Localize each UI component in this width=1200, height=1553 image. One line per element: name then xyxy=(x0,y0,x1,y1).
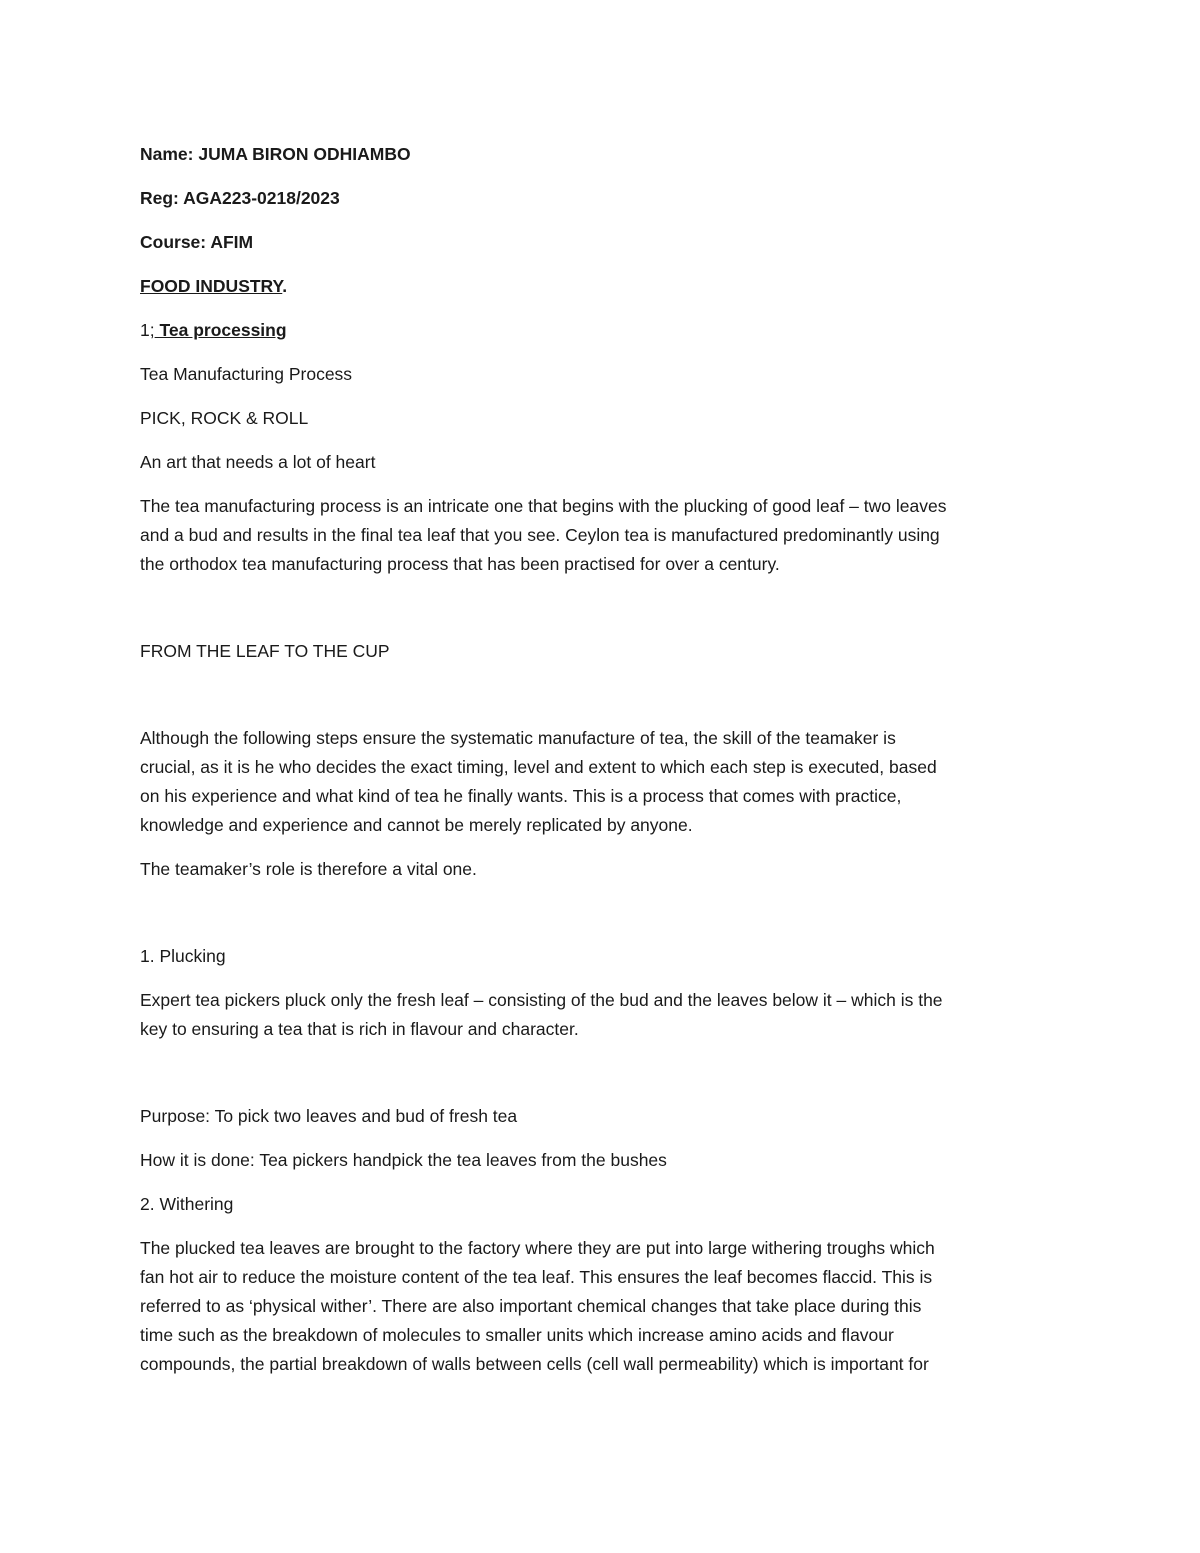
paragraph-line: and a bud and results in the final tea leaf that you see. Ceylon tea is manufactured predominantly using xyxy=(140,525,940,545)
paragraph-line: fan hot air to reduce the moisture content of the tea leaf. This ensures the leaf becomes flaccid. This is xyxy=(140,1267,933,1287)
section-title-suffix: . xyxy=(282,276,288,296)
paragraph-teamaker-skill xyxy=(140,724,1060,840)
paragraph-withering xyxy=(140,1234,1060,1379)
paragraph-line: time such as the breakdown of molecules to smaller units which increase amino acids and flavour xyxy=(140,1325,894,1345)
paragraph-line: crucial, as it is he who decides the exact timing, level and extent to which each step is executed, based xyxy=(140,757,937,777)
paragraph-plucking xyxy=(140,986,1060,1044)
reg-value: AGA223-0218/2023 xyxy=(183,188,340,208)
paragraph-leaf-to-cup: FROM THE LEAF TO THE CUP xyxy=(140,641,390,661)
course-label: Course: xyxy=(140,232,207,252)
subsection-title: Tea processing xyxy=(154,320,287,340)
paragraph-line: key to ensuring a tea that is rich in flavour and character. xyxy=(140,1019,579,1039)
paragraph-pick-rock-roll: PICK, ROCK & ROLL xyxy=(140,408,309,428)
paragraph-line: Expert tea pickers pluck only the fresh leaf – consisting of the bud and the leaves below it – which is the xyxy=(140,990,943,1010)
paragraph-line: the orthodox tea manufacturing process that has been practised for over a century. xyxy=(140,554,780,574)
paragraph-line: Although the following steps ensure the systematic manufacture of tea, the skill of the teamaker is xyxy=(140,728,896,748)
course-value: AFIM xyxy=(210,232,254,252)
paragraph-line: compounds, the partial breakdown of walls between cells (cell wall permeability) which is important for xyxy=(140,1354,929,1374)
paragraph-art: An art that needs a lot of heart xyxy=(140,452,376,472)
step-withering-title: 2. Withering xyxy=(140,1194,234,1214)
name-label: Name: xyxy=(140,144,194,164)
name-value: JUMA BIRON ODHIAMBO xyxy=(198,144,411,164)
paragraph-teamaker-role: The teamaker’s role is therefore a vital one. xyxy=(140,859,477,879)
section-heading xyxy=(140,272,1060,301)
paragraph-purpose: Purpose: To pick two leaves and bud of fresh tea xyxy=(140,1106,518,1126)
subsection-number: 1; xyxy=(140,320,155,340)
paragraph-line: referred to as ‘physical wither’. There are also important chemical changes that take place during this xyxy=(140,1296,922,1316)
paragraph-line: on his experience and what kind of tea he finally wants. This is a process that comes with practice, xyxy=(140,786,902,806)
subsection-heading xyxy=(140,316,1060,345)
section-title: FOOD INDUSTRY xyxy=(140,276,283,296)
paragraph-how-done: How it is done: Tea pickers handpick the tea leaves from the bushes xyxy=(140,1150,667,1170)
paragraph-process-title: Tea Manufacturing Process xyxy=(140,364,353,384)
paragraph-line: The tea manufacturing process is an intricate one that begins with the plucking of good leaf – two leaves xyxy=(140,496,947,516)
step-plucking-title: 1. Plucking xyxy=(140,946,226,966)
reg-label: Reg: xyxy=(140,188,179,208)
document-content xyxy=(140,140,1060,1394)
registration-line xyxy=(140,184,1060,213)
paragraph-line: The plucked tea leaves are brought to the factory where they are put into large withering troughs which xyxy=(140,1238,935,1258)
student-name-line xyxy=(140,140,1060,169)
paragraph-line: knowledge and experience and cannot be merely replicated by anyone. xyxy=(140,815,693,835)
course-line xyxy=(140,228,1060,257)
paragraph-intro xyxy=(140,492,1060,579)
